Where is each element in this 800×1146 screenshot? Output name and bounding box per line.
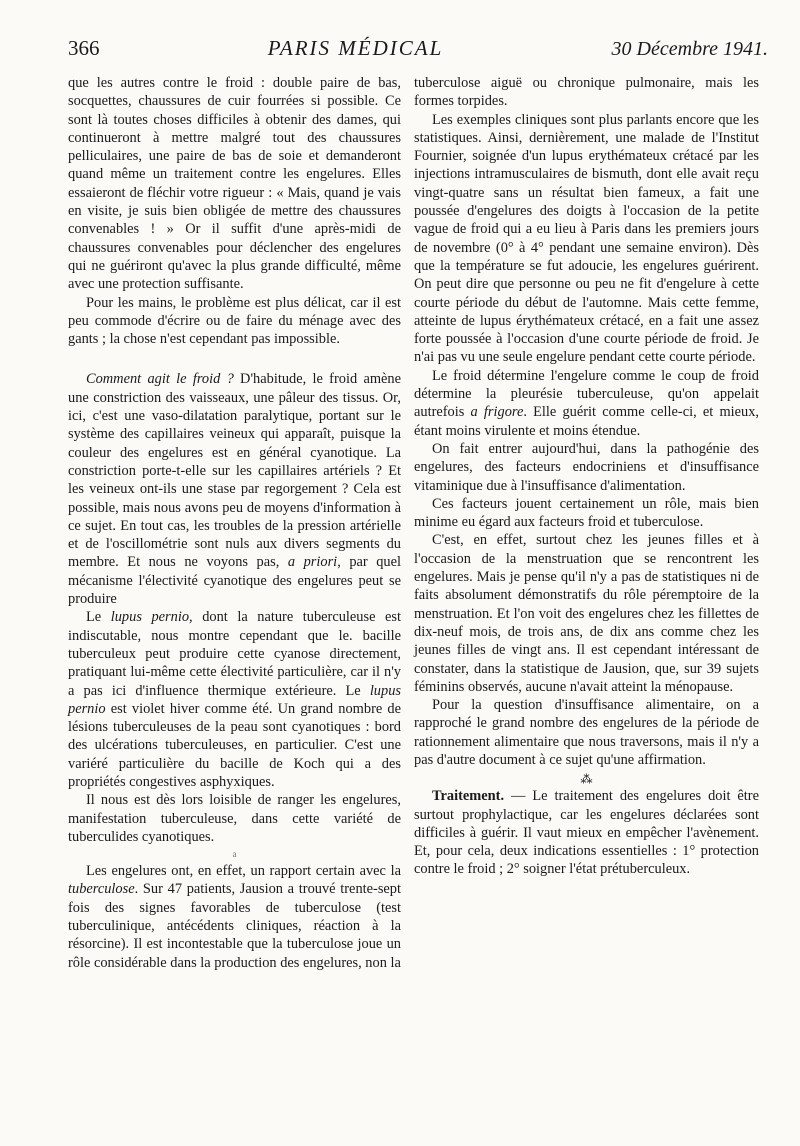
- paragraph: [68, 370, 401, 608]
- page-header: [68, 36, 768, 66]
- paragraph: Ces facteurs jouent certainement un rôle, mais bien minime eu égard aux facteurs froid et tuberculose.: [414, 495, 759, 531]
- italic-term: a frigore: [470, 404, 524, 421]
- paragraph: Les exemples cliniques sont plus parlants encore que les statistiques. Ainsi, dernièrement, une malade de l'Institut Fournier, soignée d'un lupus erythémateux crétacé par les injections intramusculaires de bismuth, dont elle avait reçu vingt-quatre sans un résultat bien fameux, a fait une poussée d'engelures des doigts à l'occasion de la petite vague de froid qui a eu lieu à Paris dans les premiers jours de novembre (0° à 4° pendant une semaine environ). Dès que la température se fut adoucie, les engelures guérirent. On peut dire que personne ou peu ne fit d'engelure à cette courte période du début de l'automne. Mais cette femme, atteinte de lupus érythémateux crétacé, en a fait une assez forte poussée à l'occasion d'une courte période de froid. Je n'ai pas vu une seule engelure pendant cette courte période.: [414, 111, 759, 366]
- paragraph: Pour la question d'insuffisance alimentaire, on a rapproché le grand nombre des engelures de la période de rationnement alimentaire que nous traversons, mais il n'y a pas d'autre document à ce sujet qu'une affirmation.: [414, 697, 759, 768]
- paragraph: [414, 367, 759, 440]
- left-column: [68, 74, 401, 972]
- italic-term: tuberculose: [68, 881, 135, 898]
- paragraph: tuberculose aiguë ou chronique pulmonaire, mais les formes torpides.: [414, 75, 759, 110]
- paragraph: [68, 862, 401, 972]
- text-run: Le: [86, 609, 111, 626]
- italic-term: lupus pernio: [68, 682, 401, 717]
- text-run: . Elle guérit comme celle-ci, et mieux, étant moins virulente et moins étendue.: [414, 404, 760, 439]
- text-run: . Sur 47 patients, Jausion a trouvé trente-sept fois des signes favorables de tuberculose (test tuberculinique, antécédents cliniques, réaction à la résorcine). Il est incontestable que la tuberculose joue un rôle considérable dans la production des engelures, non la: [68, 881, 401, 971]
- right-column: [414, 74, 759, 879]
- page-number: 366: [68, 36, 100, 60]
- text-run: D'habitude, le froid amène une constriction des vaisseaux, une pâleur des tissus. Or, ici, c'est une vaso-dilatation paralytique, portant sur le système des capillaires veineux qui apparaît, puisque la couleur des engelures est en général cyanotique. La constriction porte-t-elle sur les capillaires artériels ? Et les veineux ont-ils une stase par regorgement ? Cela est possible, mais nous avons peu de moyens d'information à ce sujet. En tout cas, les troubles de la pression artérielle et de l'oscillométrie sont nuls aux divers segments du membre. Et nous ne voyons pas,: [68, 371, 401, 571]
- paragraph: On fait entrer aujourd'hui, dans la pathogénie des engelures, des facteurs endocriniens et d'insuffisance vitaminique due à l'insuffisance d'alimentation.: [414, 440, 759, 494]
- paragraph: C'est, en effet, surtout chez les jeunes filles et à l'occasion de la menstruation que se rencontrent les engelures. Mais je pense qu'il n'y a pas de statistiques ni de faits absolument démonstratifs du rôle péremptoire de la menstruation. Et l'on voit des engelures chez les fillettes de dix-neuf mois, de trois ans, de dix ans comme chez les jeunes filles de vingt ans. Il est cependant intéressant de constater, dans la statistique de Jausion, que, sur 39 sujets féminins observés, aucune n'avait atteint la ménopause.: [414, 532, 759, 695]
- paragraph: Il nous est dès lors loisible de ranger les engelures, manifestation tuberculeuse, dans cette variété de tuberculides cyanotiques.: [68, 792, 401, 845]
- journal-title: PARIS MÉDICAL: [267, 36, 444, 60]
- text-run: , par quel mécanisme l'électivité cyanotique des engelures peut se produire: [68, 554, 401, 608]
- paragraph: que les autres contre le froid : double paire de bas, socquettes, chaussures de cuir fourrées si possible. Ce sont là toutes choses difficiles à obtenir des dames, qui continueront à mettre malgré tout des chaussures pelliculaires, une paire de bas de soie et demanderont quand même un traitement contre les engelures. Elles essaieront de fléchir votre rigueur : « Mais, quand je vais en visite, je suis bien obligée de mettre des chaussures convenables ! » Or il suffit d'une après-midi de chaussures convenables pour déclencher des engelures qui ne guériront qu'avec la plus grande difficulté, même avec une protection suffisante.: [68, 75, 401, 293]
- text-run: Le froid détermine l'engelure comme le coup de froid détermine la pleurésie tuberculeuse, qu'on appelait autrefois: [414, 367, 759, 421]
- separator-mark: a: [232, 849, 237, 860]
- text-run: , dont la nature tuberculeuse est indiscutable, nous montre cependant que le. bacille tuberculeux peut produire cette cyanose directement, pratiquant lui-même cette électivité particulière, car il n'y a pas ici d'influence thermique extérieure. Le: [68, 609, 402, 699]
- italic-term: a priori: [287, 554, 338, 571]
- section-divider-asterism: ⁂: [580, 772, 593, 787]
- text-run: — Le traitement des engelures doit être surtout prophylactique, car les engelures déclarées sont difficiles à guérir. Il vaut mieux en empêcher l'avènement. Et, pour cela, deux indications essentielles : 1° protection contre le froid ; 2° soigner l'état prétuberculeux.: [414, 788, 759, 878]
- section-heading-bold: Traitement.: [432, 788, 505, 805]
- italic-term: lupus pernio: [110, 609, 190, 626]
- issue-date: 30 Décembre 1941.: [611, 38, 768, 60]
- paragraph: [68, 608, 401, 791]
- paragraph: [414, 787, 759, 878]
- section-heading-italic: Comment agit le froid ?: [86, 371, 234, 388]
- paragraph: Pour les mains, le problème est plus délicat, car il est peu commode d'écrire ou de faire du ménage avec des gants ; la chose n'est cependant pas impossible.: [68, 294, 401, 348]
- text-run: est violet hiver comme été. Un grand nombre de lésions tuberculeuses de la peau sont cyanotiques : bord des ulcérations tuberculeuses, en particulier. C'est une variéré particulière du bacille de Koch qui a des propriétés congestives asphyxiques.: [68, 700, 401, 790]
- text-run: Les engelures ont, en effet, un rapport certain avec la: [86, 863, 401, 880]
